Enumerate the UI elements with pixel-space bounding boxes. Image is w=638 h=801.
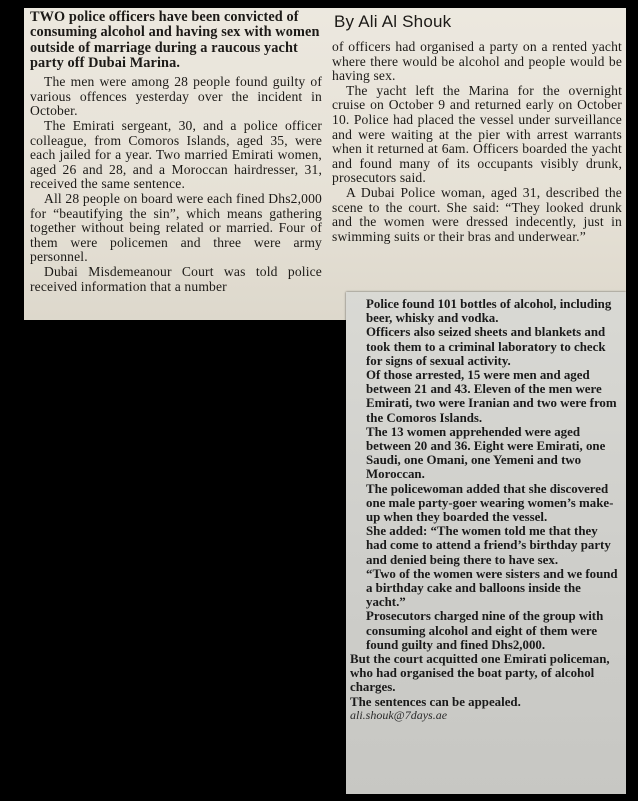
newspaper-clipping-continuation: [346, 292, 626, 794]
continuation-paragraph: “Two of the women were sisters and we found a birthday cake and balloons inside the yacht.”: [366, 566, 618, 610]
article-paragraph: All 28 people on board were each fined Dhs2,000 for “beautifying the sin”, which means gathering together without being related or married. Four of them were policemen and three were army personnel.: [30, 190, 322, 265]
article-left-column: [30, 8, 322, 294]
continuation-paragraph: Police found 101 bottles of alcohol, including beer, whisky and vodka.: [366, 297, 612, 326]
continuation-paragraph: She added: “The women told me that they had come to attend a friend’s birthday party and denied being there to have sex.: [366, 524, 611, 567]
byline: By Ali Al Shouk: [334, 12, 452, 31]
continuation-paragraph: But the court acquitted one Emirati policeman, who had organised the boat party, of alcohol charges.: [350, 652, 610, 695]
continuation-paragraph: The policewoman added that she discovered one male party-goer wearing women’s make-up when they boarded the vessel.: [366, 481, 614, 525]
continuation-paragraph: Of those arrested, 15 were men and aged between 21 and 43. Eleven of the men were Emirati, two were Iranian and two were from the Comoros Islands.: [366, 368, 617, 425]
continuation-paragraph: Prosecutors charged nine of the group with consuming alcohol and eight of them were found guilty and fined Dhs2,000.: [366, 609, 604, 652]
continuation-paragraph: Officers also seized sheets and blankets and took them to a criminal laboratory to check for signs of sexual activity.: [366, 325, 606, 368]
article-paragraph: The yacht left the Marina for the overnight cruise on October 9 and returned early on October 10. Police had placed the vessel under surveillance and were waiting at the pier with arrest warrants when it returned at 6am. Officers boarded the yacht and found many of its occupants visibly drunk, prosecutors said.: [332, 82, 622, 186]
continuation-paragraph: The sentences can be appealed.: [350, 694, 521, 709]
article-headline: TWO police officers have been convicted of consuming alcohol and having sex with women outside of marriage during a raucous yacht party off Dubai Marina.: [30, 9, 320, 71]
article-paragraph: Dubai Misdemeanour Court was told police received information that a number: [30, 263, 322, 294]
article-paragraph: A Dubai Police woman, aged 31, described the scene to the court. She said: “They looked drunk and the women were dressed indecently, just in swimming suits or their bras and underwear.”: [332, 184, 622, 244]
article-right-column: [332, 8, 622, 244]
newspaper-clipping-top: [24, 8, 626, 320]
author-email: ali.shouk@7days.ae: [350, 707, 448, 722]
article-paragraph: of officers had organised a party on a rented yacht where there would be alcohol and people would be having sex.: [332, 39, 622, 84]
article-paragraph: The Emirati sergeant, 30, and a police officer colleague, from Comoros Islands, aged 35, were each jailed for a year. Two married Emirati women, aged 26 and 28, and a Moroccan hairdresser, 31, received the same sentence.: [30, 117, 322, 192]
continuation-paragraph: The 13 women apprehended were aged between 20 and 36. Eight were Emirati, one Saudi, one Omani, one Yemeni and two Moroccan.: [366, 424, 606, 482]
article-paragraph: The men were among 28 people found guilty of various offences yesterday over the incident in October.: [30, 74, 322, 119]
